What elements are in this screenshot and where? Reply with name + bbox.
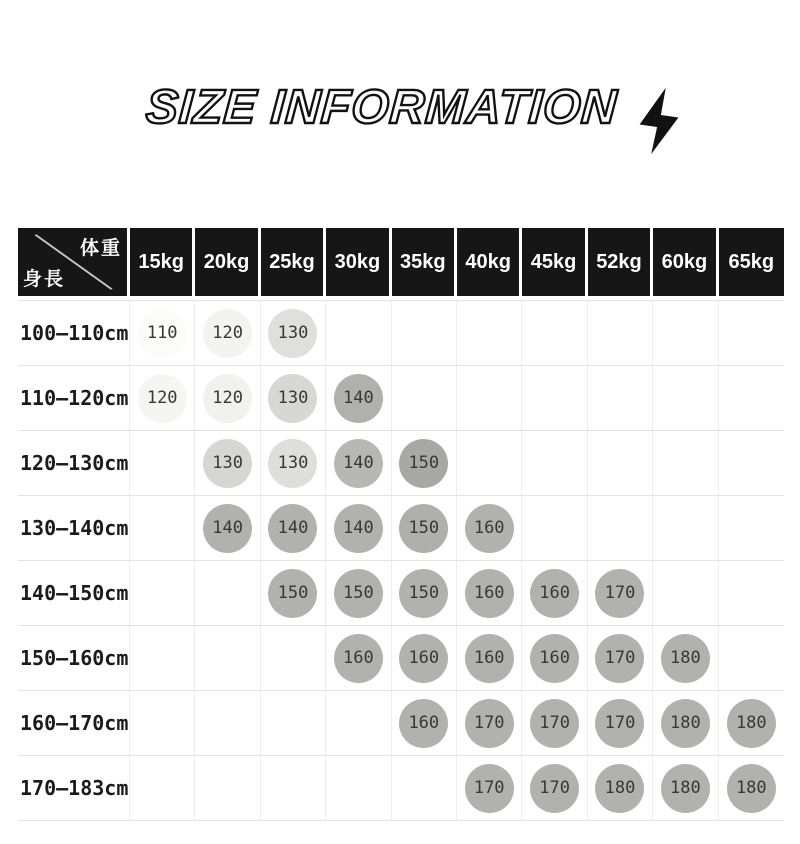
table-row — [18, 690, 784, 755]
weight-column-header: 65kg — [719, 228, 784, 296]
size-cell — [392, 496, 457, 560]
size-cell — [326, 431, 391, 495]
size-circle: 170 — [530, 764, 579, 813]
table-row — [18, 495, 784, 560]
size-circle: 130 — [268, 374, 317, 423]
height-row-label: 110—120cm — [18, 366, 130, 430]
corner-label-weight: 体重 — [79, 237, 122, 259]
size-circle: 180 — [727, 699, 776, 748]
table-row — [18, 365, 784, 430]
weight-column-header: 20kg — [195, 228, 260, 296]
size-cell — [522, 496, 587, 560]
size-cell — [719, 561, 784, 625]
height-row-label: 100—110cm — [18, 301, 130, 365]
size-cell — [195, 496, 260, 560]
size-cell — [457, 301, 522, 365]
size-cell — [457, 626, 522, 690]
weight-column-header: 25kg — [261, 228, 326, 296]
size-cell — [261, 431, 326, 495]
size-circle: 150 — [399, 439, 448, 488]
size-cell — [719, 431, 784, 495]
size-cell — [261, 301, 326, 365]
size-circle: 110 — [138, 309, 187, 358]
size-cell — [261, 496, 326, 560]
size-circle: 140 — [203, 504, 252, 553]
size-cell — [195, 366, 260, 430]
weight-column-header: 30kg — [326, 228, 391, 296]
size-circle: 170 — [595, 634, 644, 683]
table-row — [18, 560, 784, 625]
size-cell — [653, 301, 718, 365]
size-circle: 160 — [530, 634, 579, 683]
size-cell — [588, 561, 653, 625]
size-cell — [326, 366, 391, 430]
size-circle: 130 — [203, 439, 252, 488]
size-cell — [719, 626, 784, 690]
lightning-bolt-icon — [629, 81, 689, 161]
table-row — [18, 430, 784, 495]
size-cell — [719, 366, 784, 430]
size-cell — [326, 626, 391, 690]
size-cell — [195, 431, 260, 495]
size-cell — [653, 626, 718, 690]
page-title — [0, 82, 800, 158]
size-cell — [195, 626, 260, 690]
size-circle: 150 — [399, 569, 448, 618]
size-circle: 120 — [203, 374, 252, 423]
size-cell — [457, 431, 522, 495]
height-row-label: 130—140cm — [18, 496, 130, 560]
size-circle: 170 — [530, 699, 579, 748]
size-circle: 170 — [595, 569, 644, 618]
weight-column-header: 45kg — [522, 228, 587, 296]
size-cell — [195, 756, 260, 820]
height-row-label: 160—170cm — [18, 691, 130, 755]
size-circle: 160 — [530, 569, 579, 618]
table-row — [18, 300, 784, 365]
height-row-label: 120—130cm — [18, 431, 130, 495]
size-cell — [522, 301, 587, 365]
size-cell — [261, 366, 326, 430]
size-cell — [261, 756, 326, 820]
size-cell — [130, 366, 195, 430]
size-circle: 150 — [268, 569, 317, 618]
size-cell — [653, 496, 718, 560]
size-cell — [588, 756, 653, 820]
table-row — [18, 625, 784, 690]
weight-column-header: 40kg — [457, 228, 522, 296]
size-cell — [130, 301, 195, 365]
size-cell — [653, 431, 718, 495]
size-cell — [522, 626, 587, 690]
size-cell — [653, 561, 718, 625]
size-cell — [326, 496, 391, 560]
table-header-row — [18, 228, 784, 296]
size-cell — [261, 626, 326, 690]
size-cell — [719, 496, 784, 560]
height-row-label: 170—183cm — [18, 756, 130, 820]
size-cell — [130, 561, 195, 625]
size-cell — [653, 691, 718, 755]
size-cell — [326, 691, 391, 755]
size-circle: 170 — [465, 699, 514, 748]
size-table — [18, 228, 784, 821]
size-cell — [522, 756, 587, 820]
size-cell — [588, 496, 653, 560]
size-cell — [457, 496, 522, 560]
size-cell — [457, 691, 522, 755]
size-circle: 120 — [138, 374, 187, 423]
size-circle: 120 — [203, 309, 252, 358]
size-cell — [130, 431, 195, 495]
size-cell — [392, 756, 457, 820]
size-cell — [392, 691, 457, 755]
size-cell — [392, 301, 457, 365]
weight-column-header: 52kg — [588, 228, 653, 296]
weight-column-header: 15kg — [130, 228, 195, 296]
size-cell — [719, 301, 784, 365]
size-cell — [588, 691, 653, 755]
size-cell — [326, 301, 391, 365]
size-cell — [588, 431, 653, 495]
size-circle: 160 — [399, 634, 448, 683]
corner-header-cell — [18, 228, 130, 296]
size-circle: 150 — [334, 569, 383, 618]
size-cell — [522, 561, 587, 625]
size-cell — [719, 691, 784, 755]
size-cell — [195, 691, 260, 755]
size-circle: 180 — [595, 764, 644, 813]
size-cell — [130, 496, 195, 560]
size-cell — [588, 301, 653, 365]
size-cell — [261, 691, 326, 755]
size-circle: 180 — [661, 634, 710, 683]
size-circle: 130 — [268, 439, 317, 488]
size-cell — [130, 626, 195, 690]
size-cell — [457, 561, 522, 625]
size-cell — [261, 561, 326, 625]
size-cell — [130, 691, 195, 755]
size-cell — [653, 366, 718, 430]
size-circle: 180 — [661, 699, 710, 748]
size-circle: 160 — [465, 569, 514, 618]
size-cell — [195, 561, 260, 625]
size-cell — [588, 366, 653, 430]
size-circle: 180 — [727, 764, 776, 813]
size-cell — [392, 431, 457, 495]
weight-column-header: 35kg — [392, 228, 457, 296]
size-circle: 140 — [334, 504, 383, 553]
size-cell — [457, 756, 522, 820]
size-circle: 160 — [399, 699, 448, 748]
size-circle: 170 — [465, 764, 514, 813]
size-circle: 150 — [399, 504, 448, 553]
size-cell — [326, 561, 391, 625]
table-row — [18, 755, 784, 820]
height-row-label: 150—160cm — [18, 626, 130, 690]
size-cell — [195, 301, 260, 365]
size-circle: 140 — [334, 374, 383, 423]
size-cell — [719, 756, 784, 820]
size-cell — [392, 561, 457, 625]
size-cell — [392, 366, 457, 430]
size-circle: 180 — [661, 764, 710, 813]
size-circle: 140 — [268, 504, 317, 553]
size-cell — [522, 691, 587, 755]
size-cell — [522, 431, 587, 495]
size-circle: 160 — [465, 634, 514, 683]
size-circle: 160 — [465, 504, 514, 553]
size-cell — [522, 366, 587, 430]
height-row-label: 140—150cm — [18, 561, 130, 625]
size-circle: 160 — [334, 634, 383, 683]
table-body — [18, 300, 784, 821]
size-circle: 130 — [268, 309, 317, 358]
size-cell — [457, 366, 522, 430]
size-circle: 170 — [595, 699, 644, 748]
size-cell — [130, 756, 195, 820]
page-title-text: SIZE INFORMATION — [144, 81, 620, 134]
size-cell — [653, 756, 718, 820]
size-cell — [326, 756, 391, 820]
size-cell — [392, 626, 457, 690]
weight-column-header: 60kg — [653, 228, 718, 296]
corner-label-height: 身長 — [23, 268, 66, 290]
size-circle: 140 — [334, 439, 383, 488]
size-cell — [588, 626, 653, 690]
